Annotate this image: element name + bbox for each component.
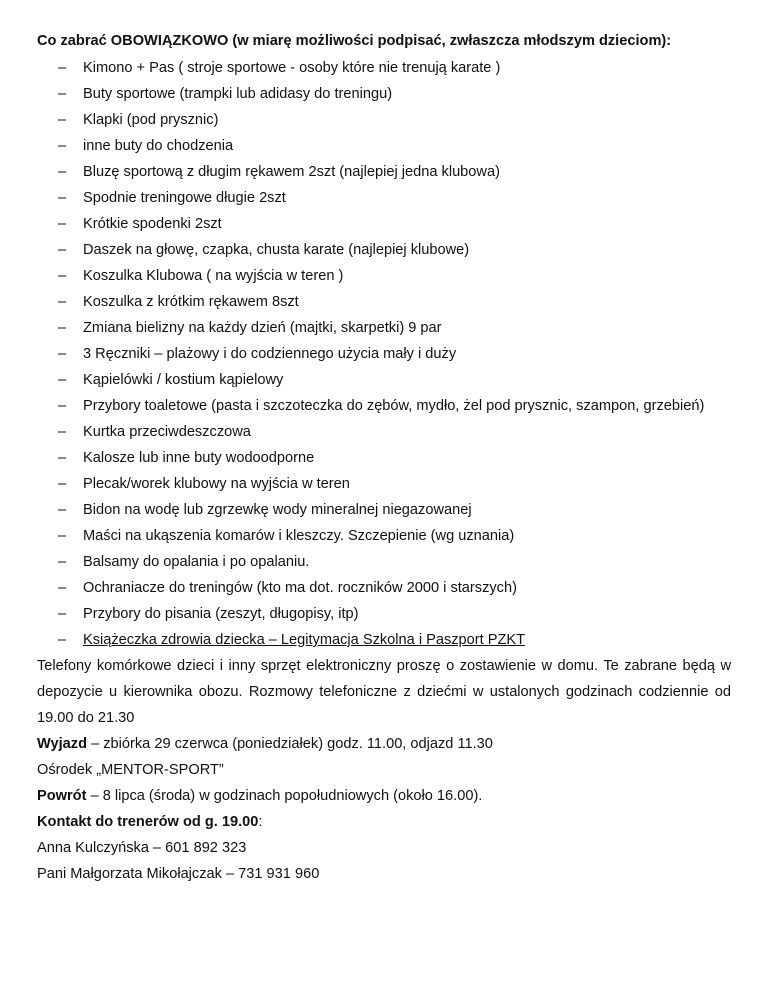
list-item-text: Kurtka przeciwdeszczowa bbox=[83, 424, 251, 440]
list-item-text: Zmiana bielizny na każdy dzień (majtki, skarpetki) 9 par bbox=[83, 320, 442, 336]
list-item-text: Balsamy do opalania i po opalaniu. bbox=[83, 554, 310, 570]
dash-bullet: – bbox=[58, 606, 67, 622]
list-item bbox=[37, 601, 731, 627]
trainer-contact: Anna Kulczyńska – 601 892 323 bbox=[37, 840, 247, 856]
departure-line bbox=[37, 731, 731, 757]
list-item bbox=[37, 263, 731, 289]
list-item bbox=[37, 575, 731, 601]
dash-bullet: – bbox=[58, 450, 67, 466]
dash-bullet: – bbox=[58, 502, 67, 518]
dash-bullet: – bbox=[58, 424, 67, 440]
list-item bbox=[37, 185, 731, 211]
list-item-text: Maści na ukąszenia komarów i kleszczy. Szczepienie (wg uznania) bbox=[83, 528, 515, 544]
list-item-text: inne buty do chodzenia bbox=[83, 138, 234, 154]
list-item bbox=[37, 237, 731, 263]
list-item-text: Koszulka z krótkim rękawem 8szt bbox=[83, 294, 299, 310]
phones-paragraph: Telefony komórkowe dzieci i inny sprzęt elektroniczny proszę o zostawienie w domu. Te zabrane będą w depozycie u kierownika obozu. Rozmowy telefoniczne z dziećmi w ustalonych godzinach codziennie od 19.00 do 21.30 bbox=[37, 658, 731, 726]
return-label: Powrót bbox=[37, 788, 87, 804]
list-item bbox=[37, 627, 731, 653]
dash-bullet: – bbox=[58, 372, 67, 388]
dash-bullet: – bbox=[58, 138, 67, 154]
dash-bullet: – bbox=[58, 632, 67, 648]
departure-label: Wyjazd bbox=[37, 736, 88, 752]
list-item bbox=[37, 393, 731, 419]
list-item-text: Kimono + Pas ( stroje sportowe - osoby które nie trenują karate ) bbox=[83, 60, 501, 76]
list-item-text: Bidon na wodę lub zgrzewkę wody mineralnej niegazowanej bbox=[83, 502, 472, 518]
list-item bbox=[37, 445, 731, 471]
dash-bullet: – bbox=[58, 294, 67, 310]
packing-list-heading: Co zabrać OBOWIĄZKOWO (w miarę możliwości podpisać, zwłaszcza młodszym dzieciom): bbox=[37, 33, 672, 49]
list-item bbox=[37, 315, 731, 341]
list-item-text: Ochraniacze do treningów (kto ma dot. roczników 2000 i starszych) bbox=[83, 580, 517, 596]
list-item bbox=[37, 341, 731, 367]
departure-text: – zbiórka 29 czerwca (poniedziałek) godz. 11.00, odjazd 11.30 bbox=[87, 736, 493, 752]
packing-list bbox=[37, 55, 731, 653]
list-item bbox=[37, 107, 731, 133]
dash-bullet: – bbox=[58, 398, 67, 414]
list-item-text: Przybory toaletowe (pasta i szczoteczka do zębów, mydło, żel pod prysznic, szampon, grzebień) bbox=[83, 398, 705, 414]
return-text: – 8 lipca (środa) w godzinach popołudniowych (około 16.00). bbox=[86, 788, 483, 804]
dash-bullet: – bbox=[58, 346, 67, 362]
list-item-text: Kalosze lub inne buty wodoodporne bbox=[83, 450, 315, 466]
list-item bbox=[37, 289, 731, 315]
dash-bullet: – bbox=[58, 86, 67, 102]
list-item bbox=[37, 549, 731, 575]
dash-bullet: – bbox=[58, 554, 67, 570]
dash-bullet: – bbox=[58, 268, 67, 284]
list-item-text: Krótkie spodenki 2szt bbox=[83, 216, 222, 232]
dash-bullet: – bbox=[58, 60, 67, 76]
list-item bbox=[37, 471, 731, 497]
list-item-text: Koszulka Klubowa ( na wyjścia w teren ) bbox=[83, 268, 344, 284]
list-item bbox=[37, 55, 731, 81]
document-page bbox=[37, 30, 731, 887]
dash-bullet: – bbox=[58, 242, 67, 258]
contact-colon: : bbox=[258, 814, 263, 830]
dash-bullet: – bbox=[58, 580, 67, 596]
dash-bullet: – bbox=[58, 476, 67, 492]
dash-bullet: – bbox=[58, 528, 67, 544]
list-item bbox=[37, 211, 731, 237]
return-line bbox=[37, 783, 731, 809]
list-item-text: Przybory do pisania (zeszyt, długopisy, itp) bbox=[83, 606, 359, 622]
list-item-text: 3 Ręczniki – plażowy i do codziennego użycia mały i duży bbox=[83, 346, 457, 362]
list-item bbox=[37, 523, 731, 549]
trainer-contact: Pani Małgorzata Mikołajczak – 731 931 960 bbox=[37, 866, 320, 882]
health-documents-item-text: Książeczka zdrowia dziecka – Legitymacja Szkolna i Paszport PZKT bbox=[83, 632, 526, 648]
list-item-text: Klapki (pod prysznic) bbox=[83, 112, 219, 128]
list-item bbox=[37, 81, 731, 107]
venue-line: Ośrodek „MENTOR-SPORT” bbox=[37, 762, 224, 778]
contact-line bbox=[37, 809, 731, 835]
list-item-text: Plecak/worek klubowy na wyjścia w teren bbox=[83, 476, 350, 492]
list-item bbox=[37, 367, 731, 393]
list-item-text: Bluzę sportową z długim rękawem 2szt (najlepiej jedna klubowa) bbox=[83, 164, 500, 180]
contact-label: Kontakt do trenerów od g. 19.00 bbox=[37, 814, 259, 830]
list-item-text: Daszek na głowę, czapka, chusta karate (najlepiej klubowe) bbox=[83, 242, 470, 258]
dash-bullet: – bbox=[58, 164, 67, 180]
dash-bullet: – bbox=[58, 190, 67, 206]
list-item bbox=[37, 159, 731, 185]
list-item-text: Kąpielówki / kostium kąpielowy bbox=[83, 372, 284, 388]
list-item bbox=[37, 419, 731, 445]
list-item-text: Spodnie treningowe długie 2szt bbox=[83, 190, 286, 206]
dash-bullet: – bbox=[58, 320, 67, 336]
list-item bbox=[37, 497, 731, 523]
dash-bullet: – bbox=[58, 216, 67, 232]
dash-bullet: – bbox=[58, 112, 67, 128]
list-item-text: Buty sportowe (trampki lub adidasy do treningu) bbox=[83, 86, 393, 102]
list-item bbox=[37, 133, 731, 159]
